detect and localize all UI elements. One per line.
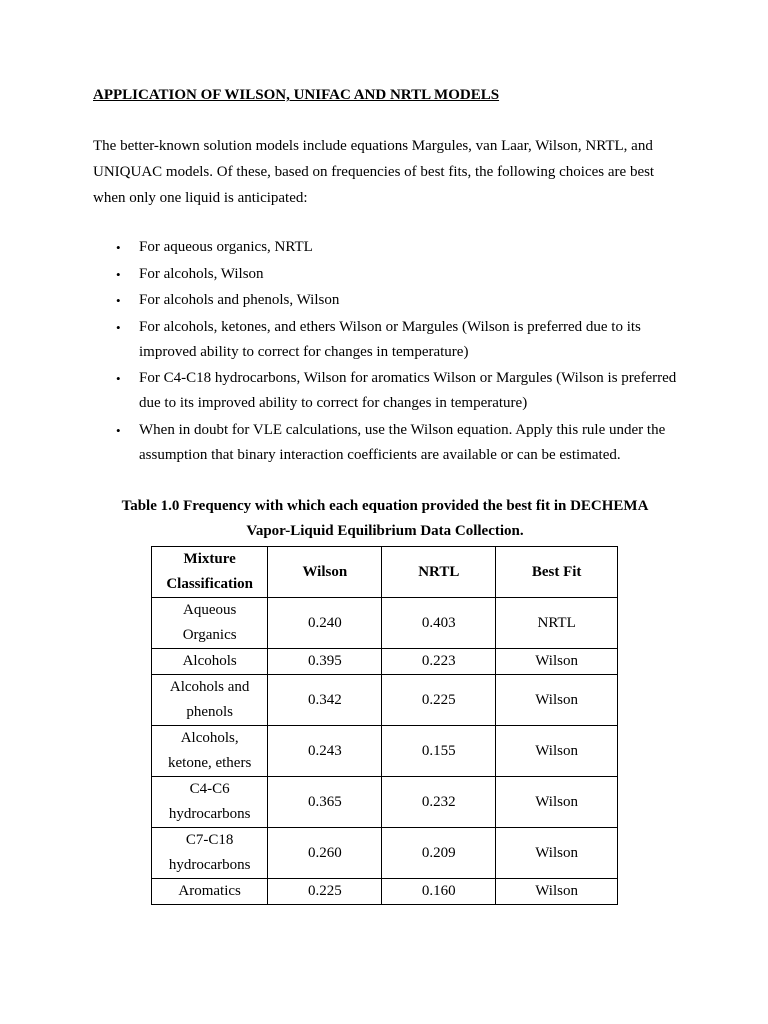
cell-wilson: 0.395 <box>268 649 382 675</box>
cell-classification-line2: phenols <box>186 704 233 720</box>
cell-classification-line2: ketone, ethers <box>168 755 252 771</box>
cell-nrtl: 0.223 <box>382 649 496 675</box>
cell-wilson: 0.225 <box>268 879 382 905</box>
bullet-icon: • <box>116 371 121 386</box>
table-caption-line1: Table 1.0 Frequency with which each equation provided the best fit in DECHEMA <box>121 498 649 514</box>
cell-best-fit: NRTL <box>496 598 618 649</box>
table-row <box>152 828 618 879</box>
cell-best-fit: Wilson <box>496 777 618 828</box>
intro-paragraph: The better-known solution models include equations Margules, van Laar, Wilson, NRTL, and UNIQUAC models. Of these, based on frequencies of best fits, the following choices are best when only one liquid is anticipated: <box>93 138 655 206</box>
cell-classification <box>152 777 268 828</box>
header-best-fit: Best Fit <box>496 547 618 598</box>
cell-classification: Aromatics <box>152 879 268 905</box>
table-row <box>152 598 618 649</box>
header-classification-line2: Classification <box>166 576 253 592</box>
cell-best-fit: Wilson <box>496 649 618 675</box>
bullet-icon: • <box>116 319 121 335</box>
table-row <box>152 726 618 777</box>
recommendation-list <box>93 235 683 469</box>
table-caption-line2: Vapor-Liquid Equilibrium Data Collection. <box>246 523 524 539</box>
cell-wilson: 0.240 <box>268 598 382 649</box>
table-row <box>152 879 618 905</box>
cell-wilson: 0.260 <box>268 828 382 879</box>
bullet-icon: • <box>116 422 121 438</box>
list-item <box>93 262 683 287</box>
list-item-text: For alcohols, ketones, and ethers Wilson or Margules (Wilson is preferred due to its improved ability to correct for changes in temperature) <box>139 318 641 360</box>
cell-nrtl: 0.225 <box>382 675 496 726</box>
cell-best-fit: Wilson <box>496 726 618 777</box>
table-header-row <box>152 547 618 598</box>
cell-classification-line2: hydrocarbons <box>168 857 251 873</box>
bullet-icon: • <box>116 293 121 308</box>
cell-best-fit: Wilson <box>496 879 618 905</box>
cell-best-fit: Wilson <box>496 675 618 726</box>
cell-nrtl: 0.155 <box>382 726 496 777</box>
best-fit-frequency-table <box>151 546 618 905</box>
cell-classification-line1: Alcohols, <box>180 730 239 746</box>
list-item <box>93 418 683 468</box>
table-row <box>152 777 618 828</box>
cell-wilson: 0.243 <box>268 726 382 777</box>
cell-wilson: 0.365 <box>268 777 382 828</box>
list-item-text: For alcohols, Wilson <box>139 265 264 282</box>
section-heading: APPLICATION OF WILSON, UNIFAC AND NRTL MODELS <box>93 87 500 103</box>
cell-best-fit: Wilson <box>496 828 618 879</box>
cell-wilson: 0.342 <box>268 675 382 726</box>
table-row <box>152 675 618 726</box>
list-item <box>93 315 683 365</box>
header-nrtl: NRTL <box>382 547 496 598</box>
cell-classification-line2: Organics <box>182 627 237 643</box>
list-item <box>93 366 683 416</box>
cell-classification <box>152 675 268 726</box>
header-classification-line1: Mixture <box>183 551 236 567</box>
table-row <box>152 649 618 675</box>
cell-classification <box>152 726 268 777</box>
table-caption <box>90 494 680 544</box>
bullet-icon: • <box>116 266 121 282</box>
cell-classification-line1: Aqueous <box>182 602 237 618</box>
list-item <box>93 235 683 260</box>
bullet-icon: • <box>116 240 121 255</box>
list-item-text: When in doubt for VLE calculations, use the Wilson equation. Apply this rule under the assumption that binary interaction coefficients are available or can be estimated. <box>139 421 666 463</box>
header-classification <box>152 547 268 598</box>
list-item-text: For aqueous organics, NRTL <box>139 239 313 255</box>
cell-classification-line1: C4-C6 <box>189 781 230 797</box>
cell-classification: Alcohols <box>152 649 268 675</box>
header-wilson: Wilson <box>268 547 382 598</box>
cell-nrtl: 0.232 <box>382 777 496 828</box>
cell-classification-line1: Alcohols and <box>169 679 250 695</box>
cell-classification-line1: C7-C18 <box>185 832 234 848</box>
cell-nrtl: 0.160 <box>382 879 496 905</box>
list-item-text: For C4-C18 hydrocarbons, Wilson for aromatics Wilson or Margules (Wilson is preferred due to its improved ability to correct for changes in temperature) <box>139 370 677 411</box>
cell-classification <box>152 828 268 879</box>
cell-nrtl: 0.403 <box>382 598 496 649</box>
cell-classification <box>152 598 268 649</box>
list-item <box>93 288 683 313</box>
cell-classification-line2: hydrocarbons <box>168 806 251 822</box>
cell-nrtl: 0.209 <box>382 828 496 879</box>
list-item-text: For alcohols and phenols, Wilson <box>139 292 340 308</box>
